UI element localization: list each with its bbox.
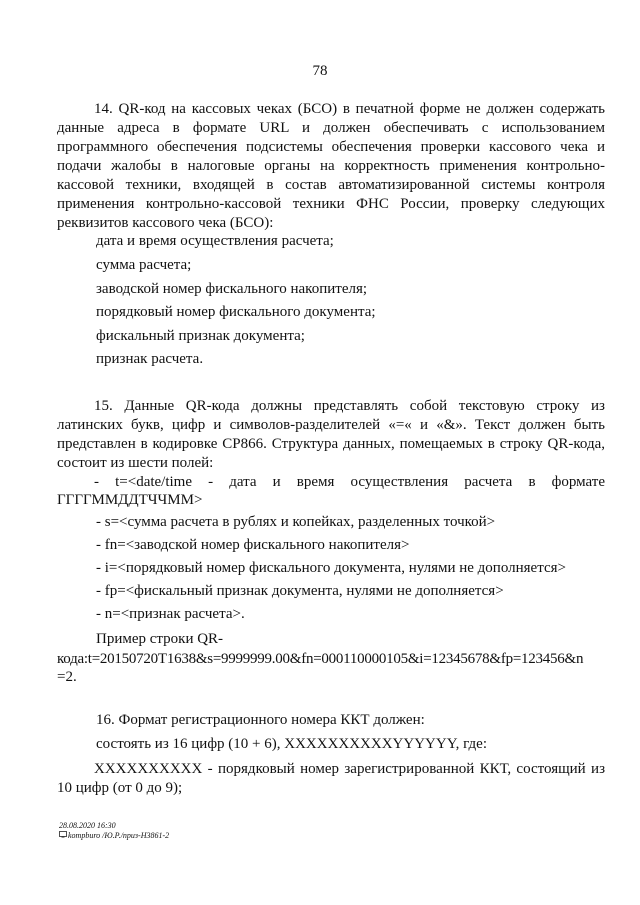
field-fn: - fn=<заводской номер фискального накопителя>: [96, 537, 410, 553]
p14-line-3: программного обеспечения подсистемы обеспечения проверки кассового чека и: [57, 139, 605, 155]
kompburo-logo-icon: [59, 831, 67, 838]
p15-line-2: латинских букв, цифр и символов-разделителей «=« и «&». Текст должен быть: [57, 417, 605, 433]
example-string: кода:t=20150720T1638&s=9999999.00&fn=000110000105&i=12345678&fp=123456&n: [57, 651, 584, 667]
page-number: 78: [312, 63, 328, 79]
p14-line-2: данные адреса в формате URL и должен обеспечивать с использованием: [57, 120, 605, 136]
list-item-fiscal-sign: фискальный признак документа;: [96, 328, 305, 344]
list-item-datetime: дата и время осуществления расчета;: [96, 233, 334, 249]
field-n: - n=<признак расчета>.: [96, 606, 245, 622]
example-string-end: =2.: [57, 669, 77, 685]
footer-path: kompburo /Ю.Р./приз-Н3861-2: [68, 831, 170, 840]
footer-path-row: [59, 831, 169, 840]
list-item-doc-number: порядковый номер фискального документа;: [96, 304, 376, 320]
field-t-line-2: ГГГГММДДТЧЧММ>: [57, 492, 203, 508]
list-item-fn: заводской номер фискального накопителя;: [96, 281, 368, 297]
p14-line-7: реквизитов кассового чека (БСО):: [57, 215, 274, 231]
p16-line-3: 10 цифр (от 0 до 9);: [57, 780, 183, 796]
p14-line-4: подачи жалобы в налоговые органы на корректность применения контрольно-: [57, 158, 605, 174]
p15-line-1: 15. Данные QR-кода должны представлять собой текстовую строку из: [94, 398, 605, 414]
p14-line-6: применения контрольно-кассовой техники ФНС России, проверку следующих: [57, 196, 605, 212]
footer-date: 28.08.2020 16:30: [59, 821, 116, 830]
p16-line-2: XXXXXXXXXX - порядковый номер зарегистрированной ККТ, состоящий из: [94, 761, 605, 777]
list-item-calc-sign: признак расчета.: [96, 351, 204, 367]
field-i: - i=<порядковый номер фискального документа, нулями не дополняется>: [96, 560, 566, 576]
example-label: Пример строки QR-: [96, 631, 224, 647]
p16-heading: 16. Формат регистрационного номера ККТ должен:: [96, 712, 425, 728]
field-s: - s=<сумма расчета в рублях и копейках, разделенных точкой>: [96, 514, 496, 530]
p16-line-1: состоять из 16 цифр (10 + 6), XXXXXXXXXXYYYYYY, где:: [96, 736, 487, 752]
field-fp: - fp=<фискальный признак документа, нулями не дополняется>: [96, 583, 504, 599]
p14-line-5: кассовой техники, входящей в состав автоматизированной системы контроля: [57, 177, 605, 193]
p15-line-4: состоит из шести полей:: [57, 455, 214, 471]
list-item-sum: сумма расчета;: [96, 257, 192, 273]
field-t-line-1: - t=<date/time - дата и время осуществления расчета в формате: [94, 474, 605, 490]
p14-line-1: 14. QR-код на кассовых чеках (БСО) в печатной форме не должен содержать: [94, 101, 605, 117]
p15-line-3: представлен в кодировке CP866. Структура данных, помещаемых в строку QR-кода,: [57, 436, 605, 452]
